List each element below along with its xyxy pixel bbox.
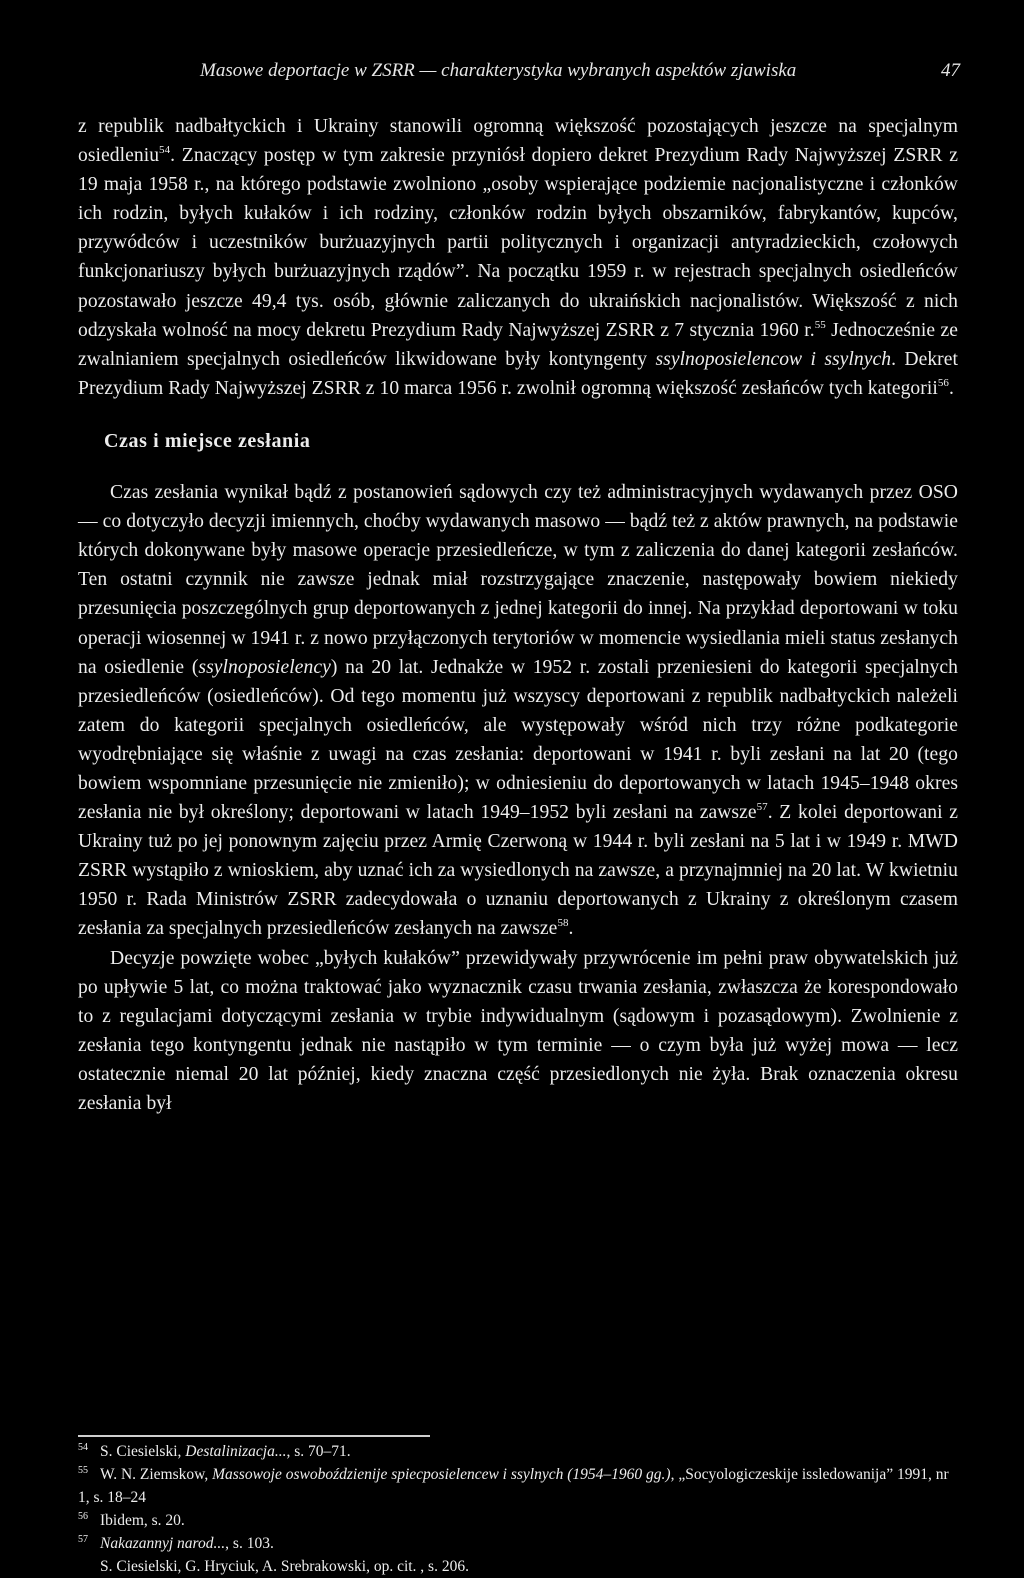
text-run: Jednocześnie ze zwalnianiem specjalnych osiedleńców likwidowane były kontyngenty [78, 319, 958, 370]
text-run: z republik nadbałtyckich i Ukrainy stanowili ogromną większość pozostających jeszcze na specjalnym osiedleniu [78, 116, 958, 167]
text-run: , s. 103. [225, 1535, 274, 1552]
italic-title: Destalinizacja... [185, 1443, 287, 1460]
paragraph [78, 944, 958, 1119]
footnote: 54 S. Ciesielski, Destalinizacja..., s. 70–71. [78, 1442, 351, 1460]
footnote-ref: 56 [937, 376, 949, 389]
running-header [200, 60, 960, 82]
footnote-separator [78, 1435, 430, 1437]
text-run: Decyzje powzięte wobec „byłych kułaków” przewidywały przywrócenie im pełni praw obywatelskich już po upływie 5 lat, co można traktować jako wyznacznik czasu trwania zesłania, zwłaszcza że korespondowało to z regulacjami dotyczącymi zesłania w trybie indywidualnym (sądowym i pozasądowym). Zwolnienie z zesłania tego kontyngentu jednak nie nastąpiło w tym terminie — o czym była już wyżej mowa — lecz ostatecznie niemal 20 lat później, kiedy znaczna część przesiedlonych nie żyła. Brak oznaczenia okresu zesłania był [78, 947, 958, 1114]
footnote-ref: 55 [814, 318, 826, 331]
text-run: Czas zesłania wynikał bądź z postanowień sądowych czy też administracyjnych wydawanych przez OSO — co dotyczyło decyzji imiennych, choćby wydawanych masowo — bądź też z aktów prawnych, na podstawie których dokonywane były masowe operacje przesiedleńcze, w tym z zaliczenia do danej kategorii zesłańców. Ten ostatni czynnik nie zawsze jednak miał rozstrzygające znaczenie, następowały bowiem niekiedy przesunięcia poszczególnych grup deportowanych z jednej kategorii do innej. Na przykład deportowani w toku operacji wiosennej w 1941 r. z nowo przyłączonych terytoriów w momencie wysiedlania mieli status zesłanych na osiedlenie ( [78, 482, 958, 678]
footnote-ref: 54 [159, 144, 171, 157]
text-run: . [568, 918, 574, 940]
text-run: Ibidem, s. 20. [100, 1512, 185, 1529]
footnote: 55 W. N. Ziemskow, Massowoje oswoboździenije spiecposielencew i ssylnych (1954–1960 gg.), „Socyologiczeskije issledowanija” 1991, nr 1, s. 18–24 [78, 1465, 949, 1506]
italic-title: Nakazannyj narod... [100, 1535, 226, 1552]
text-run: W. N. Ziemskow, [100, 1466, 213, 1483]
footnote-ref: 57 [756, 801, 768, 814]
main-text [78, 112, 958, 1118]
paragraph [78, 478, 958, 944]
footnote: 57 Nakazannyj narod..., s. 103. [78, 1534, 274, 1552]
text-run: . [948, 377, 954, 399]
running-title: Masowe deportacje w ZSRR — charakterystyka wybranych aspektów zjawiska [200, 60, 797, 81]
footnote-ref: 58 [557, 917, 569, 930]
text-run: . Dekret Prezydium Rady Najwyższej ZSRR z 10 marca 1956 r. zwolnił ogromną większość zesłańców tych kategorii [78, 348, 958, 399]
text-run: . Znaczący postęp w tym zakresie przyniósł dopiero dekret Prezydium Rady Najwyższej ZSRR z 19 maja 1958 r., na którego podstawie zwolniono „osoby wspierające podziemie nacjonalistyczne i członków ich rodzin, byłych kułaków i ich rodziny, członków rodzin byłych obszarników, fabrykantów, kupców, przywódców i uczestników burżuazyjnych partii politycznych i organizacji antyradzieckich, czołowych funkcjonariuszy byłych burżuazyjnych rządów”. Na początku 1959 r. w rejestrach specjalnych osiedleńców pozostawało jeszcze 49,4 tys. osób, głównie zaliczanych do ukraińskich nacjonalistów. Większość z nich odzyskała wolność na mocy dekretu Prezydium Rady Najwyższej ZSRR z 7 stycznia 1960 r. [78, 145, 958, 341]
text-run: S. Ciesielski, G. Hryciuk, A. Srebrakowski, op. cit. , s. 206. [100, 1558, 469, 1575]
italic-title: Massowoje oswoboździenije spiecposielencew i ssylnych (1954–1960 gg.) [212, 1466, 671, 1483]
text-run: . Z kolei deportowani z Ukrainy tuż po jej ponownym zajęciu przez Armię Czerwoną w 1944 r. byli zesłani na 5 lat i w 1949 r. MWD ZSRR wystąpiło z wnioskiem, aby uznać ich za wysiedlonych na zawsze, a przynajmniej na 20 lat. W kwietniu 1950 r. Rada Ministrów ZSRR zadecydowała o uznaniu deportowanych z Ukrainy z określonym czasem zesłania za specjalnych przesiedleńców zesłanych na zawsze [78, 802, 958, 940]
italic-term: ssylnoposielencow i ssylnych [655, 348, 892, 370]
section-heading: Czas i miejsce zesłania [104, 429, 311, 452]
text-run: S. Ciesielski, [100, 1443, 186, 1460]
text-run: , „Socyologiczeskije issledowanija” 1991, nr 1, s. 18–24 [78, 1466, 949, 1506]
page-number: 47 [941, 60, 960, 81]
paragraph [78, 112, 958, 403]
text-run: ) na 20 lat. Jednakże w 1952 r. zostali przeniesieni do kategorii specjalnych przesiedleńców (osiedleńców). Od tego momentu już wszyscy deportowani z republik nadbałtyckich należeli zatem do kategorii specjalnych osiedleńców, ale występowały wśród nich trzy różne podkategorie wyodrębniające się właśnie z uwagi na czas zesłania: deportowani w 1941 r. byli zesłani na lat 20 (tego bowiem wspomniane przesunięcie nie zmieniło); w odniesieniu do deportowanych w latach 1945–1948 okres zesłania nie był określony; deportowani w latach 1949–1952 byli zesłani na zawsze [78, 656, 958, 824]
footnotes [78, 1440, 958, 1578]
text-run: , s. 70–71. [286, 1443, 351, 1460]
italic-term: ssylnoposielency [198, 656, 331, 678]
footnote: 56 Ibidem, s. 20. [78, 1511, 185, 1529]
footnote [78, 1555, 958, 1578]
